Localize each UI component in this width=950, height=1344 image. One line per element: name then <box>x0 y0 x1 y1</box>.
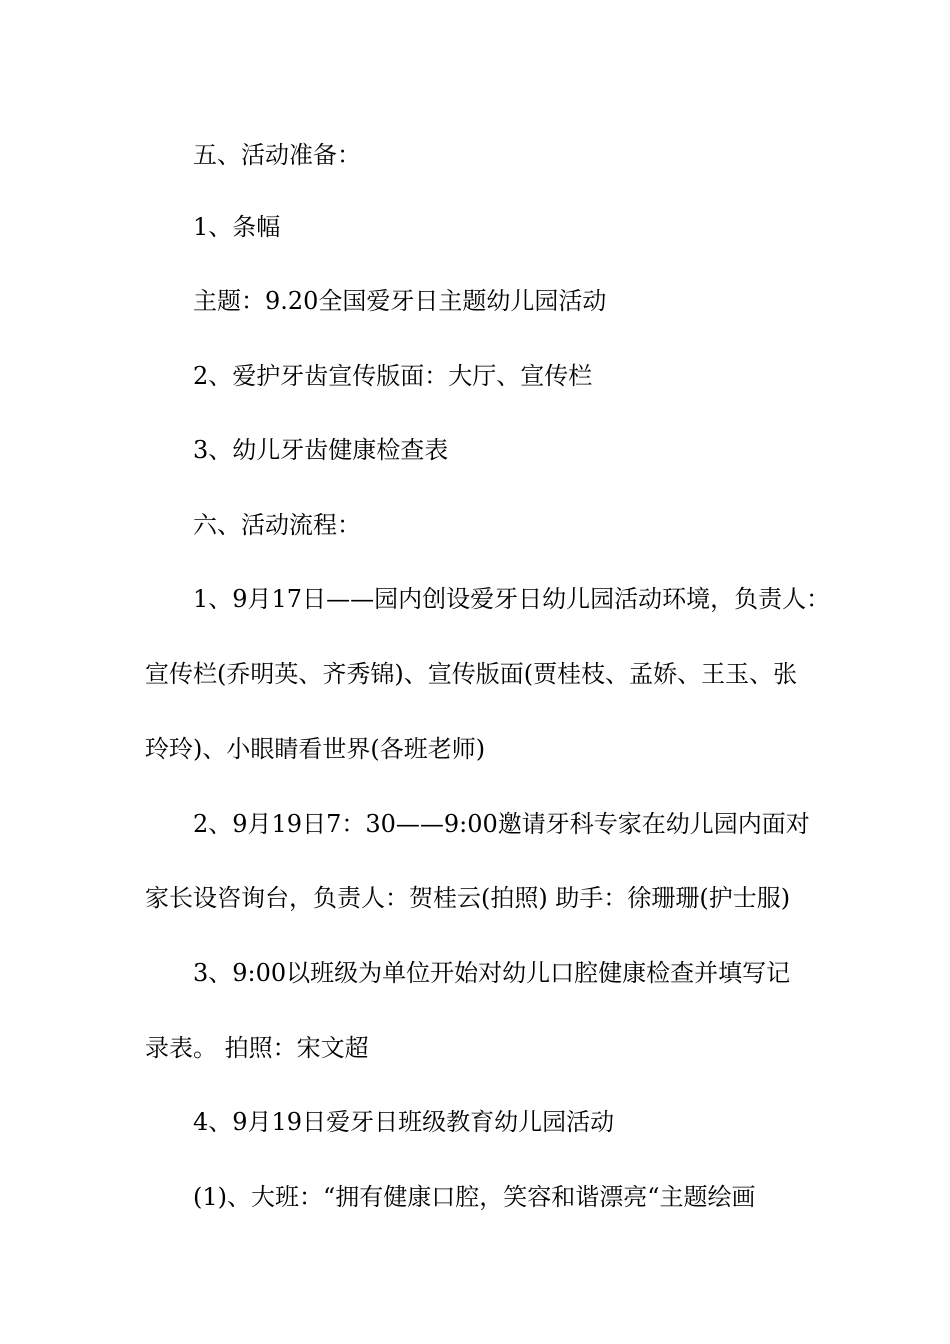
list-item-display-board: 2、爱护牙齿宣传版面：大厅、宣传栏 <box>193 362 593 390</box>
text-line-theme: 主题：9.20全国爱牙日主题幼儿园活动 <box>193 287 607 315</box>
process-item-1-line-1: 1、9月17日——园内创设爱牙日幼儿园活动环境，负责人： <box>193 585 831 613</box>
process-item-4: 4、9月19日爱牙日班级教育幼儿园活动 <box>193 1108 615 1136</box>
process-item-3-line-1: 3、9:00以班级为单位开始对幼儿口腔健康检查并填写记 <box>193 959 791 987</box>
list-item-checkup-form: 3、幼儿牙齿健康检查表 <box>193 436 449 464</box>
section-heading-preparation: 五、活动准备： <box>193 141 361 169</box>
process-item-1-line-2: 宣传栏(乔明英、齐秀锦)、宣传版面(贾桂枝、孟娇、王玉、张 <box>145 660 798 688</box>
process-subitem-big-class: (1)、大班：“拥有健康口腔，笑容和谐漂亮“主题绘画 <box>193 1183 756 1211</box>
process-item-2-line-2: 家长设咨询台，负责人：贺桂云(拍照) 助手：徐珊珊(护士服) <box>145 884 791 912</box>
list-item-banner: 1、条幅 <box>193 213 281 241</box>
process-item-1-line-3: 玲玲)、小眼睛看世界(各班老师) <box>145 735 486 763</box>
process-item-3-line-2: 录表。 拍照：宋文超 <box>145 1034 369 1062</box>
section-heading-process: 六、活动流程： <box>193 511 361 539</box>
process-item-2-line-1: 2、9月19日7：30——9:00邀请牙科专家在幼儿园内面对 <box>193 810 810 838</box>
